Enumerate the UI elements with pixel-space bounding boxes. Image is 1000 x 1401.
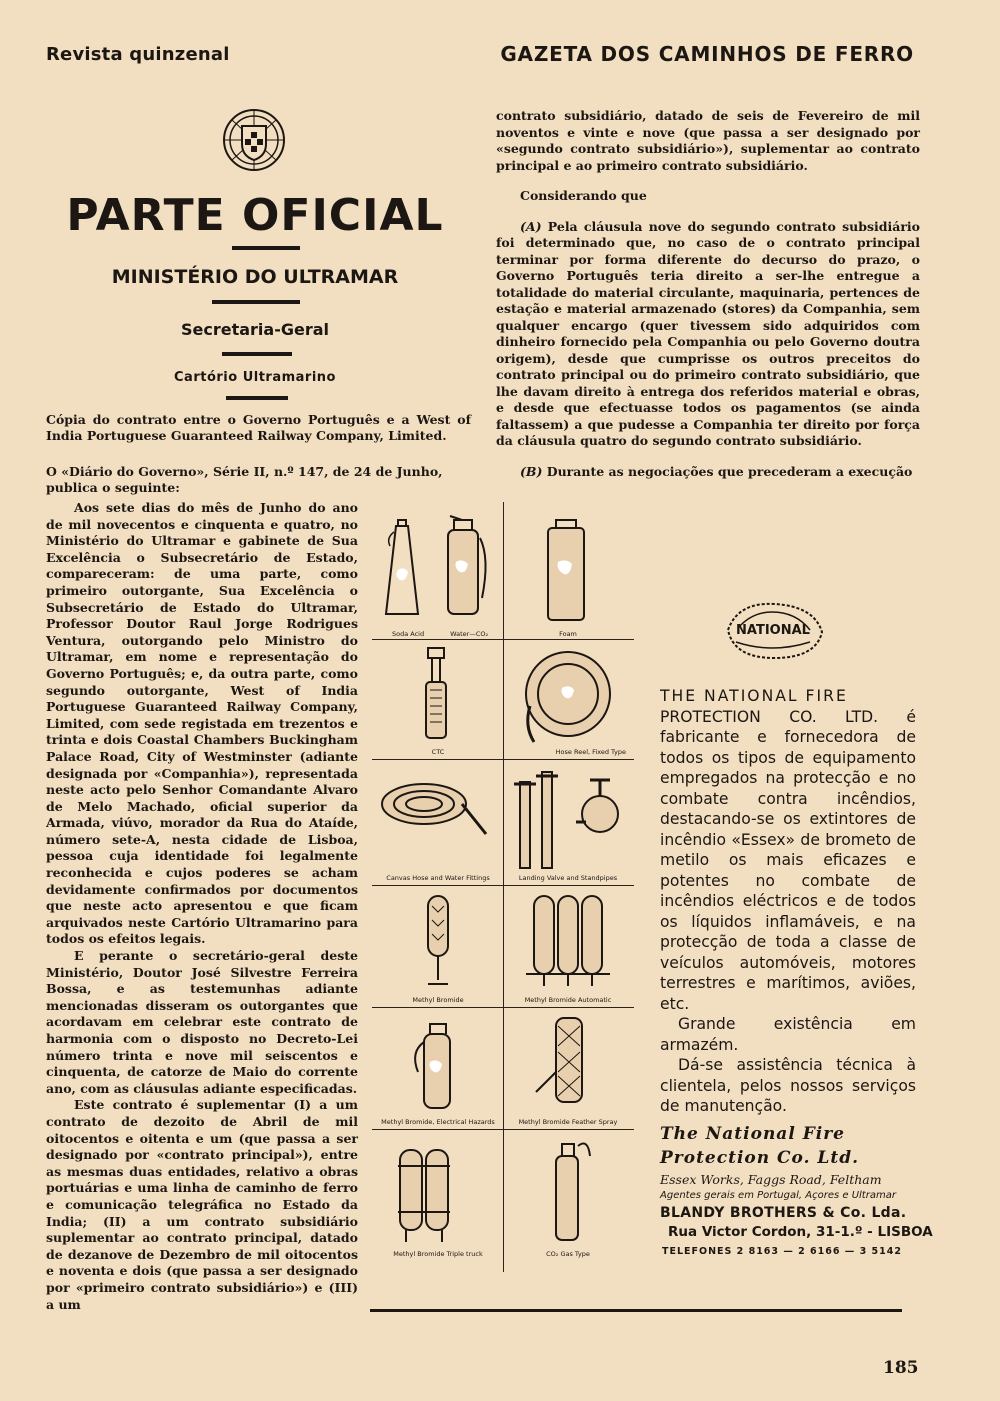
product-methyl-bromide-triple [376,1136,500,1258]
company-name: Protection Co. Ltd. [660,1148,860,1168]
divider [212,300,300,304]
gallery-divider [372,639,634,640]
company-address: Essex Works, Faggs Road, Feltham [660,1172,882,1187]
agents-line: Agentes gerais em Portugal, Açores e Ultramar [660,1190,896,1201]
product-ctc [376,642,500,756]
gallery-divider [372,1129,634,1130]
product-foam [506,510,630,638]
page-title: PARTE OFICIAL [66,190,444,241]
paragraph: Este contrato é suplementar (I) a um contrato de dezoito de Abril de mil oitocentos e oitenta e um (que passa a ser designado por «contrato principal»), entre as mesmas duas entidades, relativo a obras portuárias e uma linha de caminho de ferro e comunicação telegráfica no Estado da India; (II) a um contrato subsidiário suplementar ao contrato principal, datado de dezanove de Dezembro de mil oitocentos e noventa e dois (que passa a ser designado por «primeiro contrato subsidiário») e (III) a um [46,1097,358,1312]
page-number: 185 [883,1358,919,1378]
gallery-divider [372,759,634,760]
coat-of-arms-icon [222,108,286,172]
product-methyl-bromide-feather [506,1012,630,1126]
extinguisher-icon [376,1136,500,1246]
hose-reel-icon [506,642,630,746]
caption: Foam [559,630,577,638]
extinguisher-icon [376,642,500,746]
header-right: GAZETA DOS CAMINHOS DE FERRO [500,42,914,66]
paragraph: Aos sete dias do mês de Junho do ano de mil novecentos e cinquenta e quatro, no Ministério do Ultramar e gabinete de Sua Excelência o Subsecretário de Estado, compareceram: de uma parte, como primeiro outorgante, Sua Excelência o Subsecretário de Estado do Ultramar, Professor Doutor Raul Jorge Rodrigues Ventura, outorgando pelo Ministro do Ultramar, em nome e representação do Governo Português; e, da outra parte, como segundo outorgante, West of India Portuguese Guaranteed Railway Company, Limited, com sede registada em trezentos e trinta e dois Coastal Chambers Buckingham Palace Road, City of Westminster (adiante designada por «Companhia»), representada neste acto pelo Senhor Comandante Alvaro de Melo Machado, oficial superior da Armada, viúvo, morador da Rua do Ataíde, número sete-A, nesta cidade de Lisboa, pessoa cuja identidade foi legalmente reconhecida e cujos poderes se acham devidamente confirmados por documentos que neste acto apresentou e que ficam arquivados neste Cartório Ultramarino para todos os efeitos legais. [46,500,358,947]
extinguisher-icon [376,890,500,994]
paragraph [496,464,920,481]
clause-label: (B) [520,463,543,479]
caption: Methyl Bromide Automatic [524,996,612,1004]
divider [232,246,300,250]
caption: Canvas Hose and Water Fittings [386,874,490,882]
clause-text: Durante as negociações que precederam a execução [542,463,913,479]
ad-paragraph: Grande existência em armazém. [660,1015,916,1054]
extinguisher-icon [376,510,500,626]
caption: Hose Reel, Fixed Type [555,748,626,756]
header-left: Revista quinzenal [46,44,230,65]
gallery-divider [372,885,634,886]
extinguisher-icon [506,1012,630,1116]
divider [226,396,288,400]
company-name: The National Fire [660,1124,845,1144]
caption: Methyl Bromide Feather Spray [518,1118,618,1126]
product-soda-acid-water [376,510,500,638]
gallery-divider [372,1007,634,1008]
gazette-paragraph: O «Diário do Governo», Série II, n.º 147, de 24 de Junho, publica o seguinte: [46,464,443,495]
caption: CTC [431,748,445,756]
caption: Soda Acid [392,630,425,638]
extinguisher-gallery [372,502,634,1272]
paragraph: Considerando que [520,188,647,203]
advertisement-text [660,686,916,1117]
extinguisher-icon [506,510,630,626]
ad-paragraph: PROTECTION CO. LTD. é fabricante e fornecedora de todos os tipos de equipamento empregados na protecção e no combate contra incêndios, destacando-se os extintores de incêndio «Essex» de brometo de metilo os mais eficazes e potentes no combate de incêndios eléctricos e de todos os líquidos inflamáveis, e na protecção de toda a classe de veículos automóveis, motores terrestres e marítimos, aviões, etc. [660,707,916,1013]
paragraph: contrato subsidiário, datado de seis de Fevereiro de mil noventos e vinte e nove (que passa a ser designado por «segundo contrato subsidiário»), suplementar ao contrato principal e ao primeiro contrato subsidiário. [496,108,920,173]
product-methyl-bromide-automatic [506,890,630,1004]
extinguisher-icon [506,1136,630,1246]
caption: Landing Valve and Standpipes [518,874,618,882]
ministry-heading: MINISTÉRIO DO ULTRAMAR [111,266,399,288]
caption: Methyl Bromide, Electrical Hazards [381,1118,495,1126]
clause-label: (A) [520,218,542,234]
extinguisher-icon [506,890,630,994]
caption: Methyl Bromide [412,996,464,1004]
product-methyl-bromide [376,890,500,1004]
gallery-divider [503,502,504,1272]
logo-text: NATIONAL [736,623,810,638]
secretaria-heading: Secretaria-Geral [180,320,329,339]
caption: Methyl Bromide Triple truck [393,1250,483,1258]
product-canvas-hose [376,762,500,882]
hose-icon [376,762,500,870]
valve-icon [506,762,630,870]
clause-text: Pela cláusula nove do segundo contrato subsidiário foi determinado que, no caso de o contrato principal terminar por forma diferente do decurso do prazo, o Governo Português teria direito a ser-lhe entregue a totalidade do material circulante, maquinaria, pertences de estação e material armazenado (stores) da Companhia, sem qualquer encargo (quer tivessem sido adquiridos com dinheiro fornecido pela Companhia ou pelo Governo doutra origem), desde que cumprisse os outros preceitos do contrato principal ou do primeiro contrato subsidiário, que lhe davam direito à entrega dos referidos material e obras, e desde que efectuasse todos os pagamentos (se ainda faltassem) a que pudesse a Companhia ter direito por força da cláusula quatro do segundo contrato subsidiário. [496,218,920,448]
product-landing-valve [506,762,630,882]
product-methyl-bromide-electrical [376,1012,500,1126]
product-co2-gas [506,1136,630,1258]
caption: Water—CO₂ [450,630,489,638]
product-hose-reel [506,642,630,756]
agent-name: BLANDY BROTHERS & Co. Lda. [660,1205,907,1221]
left-column-body [46,500,358,1313]
national-logo-icon [718,598,828,662]
ad-paragraph: Dá-se assistência técnica à clientela, pelos nossos serviços de manutenção. [660,1056,916,1115]
cartorio-heading: Cartório Ultramarino [174,370,336,385]
bottom-divider [370,1309,902,1312]
right-column-body [496,108,920,494]
telephones: TELEFONES 2 8163 — 2 6166 — 3 5142 [662,1246,902,1257]
paragraph: E perante o secretário-geral deste Ministério, Doutor José Silvestre Ferreira Bossa, e as testemunhas adiante mencionadas disseram os outorgantes que acordavam em celebrar este contrato de harmonia com o disposto no Decreto-Lei número trinta e nove mil seiscentos e cinquenta, de catorze de Maio do corrente ano, com as cláusulas adiante especificadas. [46,948,358,1096]
agent-address: Rua Victor Cordon, 31-1.º - LISBOA [668,1224,933,1240]
caption: CO₂ Gas Type [546,1250,590,1258]
paragraph [496,219,920,450]
divider [222,352,292,356]
extinguisher-icon [376,1012,500,1116]
ad-lead: THE NATIONAL FIRE [660,687,848,705]
intro-paragraph: Cópia do contrato entre o Governo Português e a West of India Portuguese Guaranteed Railway Company, Limited. [46,412,471,443]
